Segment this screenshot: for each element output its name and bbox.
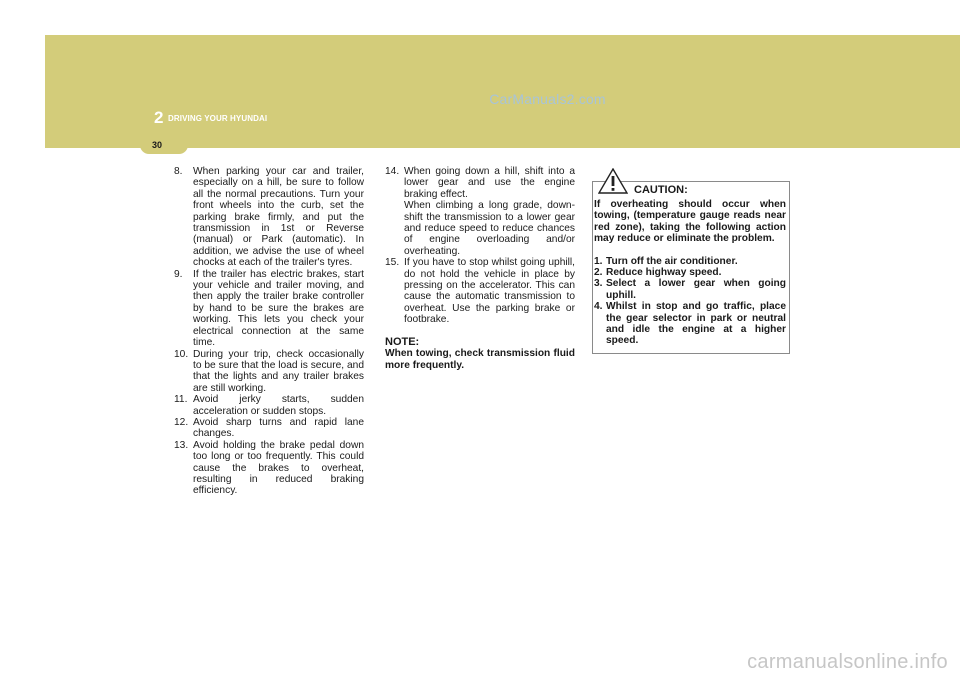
item-number: 2. [594,267,603,279]
caution-body [594,199,786,347]
item-text: During your trip, check occasionally to be sure that the load is secure, and that the lights and any trailer brakes are still working. [193,348,364,394]
list-item [174,394,364,417]
note-body: When towing, check transmission fluid more frequently. [385,348,575,371]
chapter-number: 2 [154,108,164,127]
caution-list [594,256,786,347]
caution-intro: If overheating should occur when towing, (temperature gauge reads near red zone), taking the following action may reduce or eliminate the problem. [594,199,786,245]
caution-item [594,256,786,267]
left-column [174,166,364,497]
item-text: Reduce highway speed. [606,267,722,279]
item-text: Avoid jerky starts, sudden acceleration or sudden stops. [193,394,364,417]
item-number: 8. [174,166,183,177]
list-item [174,417,364,440]
item-text: Avoid sharp turns and rapid lane changes. [193,416,364,440]
item-number: 11. [174,394,188,406]
item-text: If you have to stop whilst going uphill, do not hold the vehicle in place by pressing on the accelerator. This can cause the automatic transmission to overheat. Use the parking brake or footbrake. [404,257,575,326]
caution-item [594,267,786,278]
item-text: When parking your car and trailer, especially on a hill, be sure to follow all the normal precautions. Turn your front wheels into the curb, set the parking brake firmly, and put the transmission in 1st or Reverse (manual) or Park (automatic). In addition, we advise the use of wheel chocks at each of the trailer's tyres. [193,166,364,269]
item-text: If the trailer has electric brakes, start your vehicle and trailer moving, and then apply the trailer brake controller by hand to be sure the brakes are working. This lets you check your electrical connection at the same time. [193,268,364,349]
page-number-tab [140,136,188,154]
footer-watermark: carmanualsonline.info [747,651,948,673]
item-number: 1. [594,255,603,267]
item-number: 15. [385,257,400,269]
list-item [174,166,364,269]
item-number: 13. [174,439,189,451]
item-text: Select a lower gear when going uphill. [606,278,786,301]
caution-item [594,301,786,347]
item-text: Avoid holding the brake pedal down too long or too frequently. This could cause the brakes to overheat, resulting in reduced braking efficiency. [193,439,364,497]
watermark-link[interactable]: CarManuals2.com [489,91,606,107]
middle-column [385,166,575,371]
item-text: Turn off the air conditioner. [606,255,738,267]
list-item [385,166,575,200]
caution-item [594,278,786,301]
item-number: 9. [174,268,183,280]
item-number: 10. [174,348,189,360]
item-number: 14. [385,166,400,177]
item-text: Whilst in stop and go traffic, place the gear selector in park or neutral and idle the engine at a higher speed. [606,301,786,347]
item-paragraph: When climbing a long grade, down-shift the transmission to a lower gear and reduce speed to reduce chances of engine overloading and/or overheating. [404,200,575,257]
page-number: 30 [151,140,162,150]
list-item [174,349,364,395]
item-text: When going down a hill, shift into a lower gear and use the engine braking effect. [404,166,575,200]
item-number: 3. [594,278,603,290]
list-item [385,257,575,325]
list-item [174,440,364,497]
warning-triangle-icon [598,168,628,194]
note-heading: NOTE: [385,335,420,348]
item-number: 4. [594,301,603,313]
list-item [174,269,364,349]
caution-title: CAUTION: [634,184,688,196]
chapter-title: DRIVING YOUR HYUNDAI [168,114,268,123]
item-number: 12. [174,416,189,428]
